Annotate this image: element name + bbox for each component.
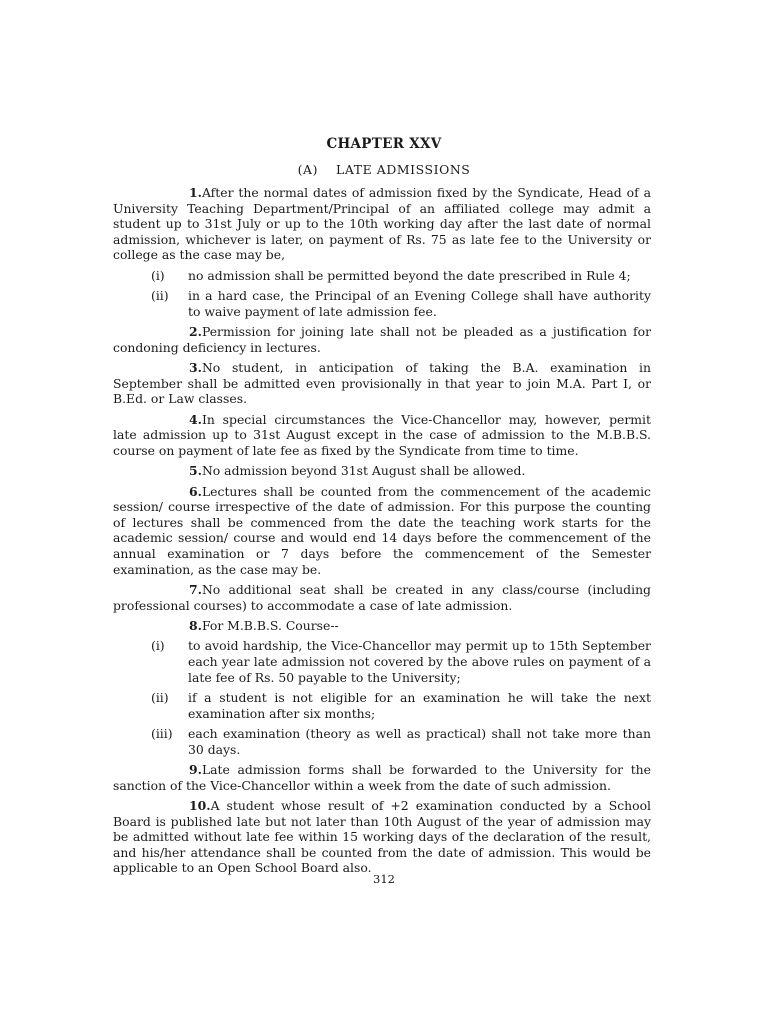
subitem-number: (ii) bbox=[151, 288, 169, 304]
rule-number: 2. bbox=[189, 324, 202, 340]
rule-paragraph bbox=[113, 463, 651, 479]
rule-text: In special circumstances the Vice-Chancellor may, however, permit late admission up to 31st August except in the case of admission to the M.B.B.S. course on payment of late fee as fixed by the Syndicate from time to time. bbox=[113, 411, 651, 458]
rule-subitem bbox=[113, 288, 651, 319]
rule-paragraph bbox=[113, 582, 651, 613]
rule-paragraph bbox=[113, 360, 651, 407]
rule-paragraph bbox=[113, 324, 651, 355]
subitem-number: (i) bbox=[151, 267, 165, 283]
rules-body bbox=[113, 185, 651, 881]
subitem-number: (iii) bbox=[151, 725, 173, 741]
chapter-title: CHAPTER XXV bbox=[326, 136, 442, 152]
rule-text: After the normal dates of admission fixed by the Syndicate, Head of a University Teaching Department/Principal of an affiliated college may admit a student up to 31st July or up to the 10th working day after the last date of normal admission, whichever is later, on payment of Rs. 75 as late fee to the University or college as the case may be, bbox=[113, 185, 651, 263]
rule-text: No admission beyond 31st August shall be allowed. bbox=[201, 463, 526, 479]
subitem-text: each examination (theory as well as practical) shall not take more than 30 days. bbox=[188, 725, 651, 757]
rule-number: 1. bbox=[189, 185, 202, 200]
rule-text: No additional seat shall be created in any class/course (including professional courses) to accommodate a case of late admission. bbox=[113, 582, 651, 613]
rule-text: Late admission forms shall be forwarded to the University for the sanction of the Vice-Chancellor within a week from the date of such admission. bbox=[113, 761, 651, 793]
rule-number: 8. bbox=[189, 618, 202, 634]
section-label: (A) bbox=[297, 162, 319, 177]
rule-paragraph bbox=[113, 798, 651, 876]
subitem-number: (ii) bbox=[151, 689, 169, 705]
subitem-text: if a student is not eligible for an examination he will take the next examination after six months; bbox=[188, 689, 651, 721]
section-title: LATE ADMISSIONS bbox=[336, 162, 471, 177]
rule-paragraph bbox=[113, 618, 651, 634]
subitem-text: no admission shall be permitted beyond the date prescribed in Rule 4; bbox=[188, 267, 631, 283]
subitem-text: in a hard case, the Principal of an Evening College shall have authority to waive payment of late admission fee. bbox=[188, 288, 651, 319]
rule-number: 9. bbox=[189, 761, 202, 777]
rule-number: 5. bbox=[189, 463, 202, 479]
rule-text: No student, in anticipation of taking the B.A. examination in September shall be admitted even provisionally in that year to join M.A. Part I, or B.Ed. or Law classes. bbox=[113, 360, 651, 407]
rule-text: Permission for joining late shall not be pleaded as a justification for condoning deficiency in lectures. bbox=[113, 324, 651, 355]
rule-text: Lectures shall be counted from the commencement of the academic session/ course irrespective of the date of admission. For this purpose the counting of lectures shall be commenced from the date the teaching work starts for the academic session/ course and would end 14 days before the commencement of the annual examination or 7 days before the commencement of the Semester examination, as the case may be. bbox=[113, 483, 651, 577]
rule-number: 7. bbox=[189, 582, 202, 598]
rule-subitem bbox=[113, 268, 651, 284]
page-number: 312 bbox=[373, 872, 395, 886]
section-heading bbox=[0, 162, 768, 178]
rule-number: 6. bbox=[189, 483, 202, 499]
rule-subitem bbox=[113, 638, 651, 685]
rule-paragraph bbox=[113, 185, 651, 263]
rule-subitem bbox=[113, 690, 651, 721]
rule-subitem bbox=[113, 726, 651, 757]
rule-number: 4. bbox=[189, 411, 202, 427]
subitem-number: (i) bbox=[151, 638, 165, 654]
rule-text: A student whose result of +2 examination conducted by a School Board is published late but not later than 10th August of the year of admission may be admitted without late fee within 15 working days of the declaration of the result, and his/her attendance shall be counted from the date of admission. This would be applicable to an Open School Board also. bbox=[113, 797, 651, 876]
subitem-text: to avoid hardship, the Vice-Chancellor may permit up to 15th September each year late admission not covered by the above rules on payment of a late fee of Rs. 50 payable to the University; bbox=[188, 638, 651, 685]
rule-number: 10. bbox=[189, 797, 211, 813]
rule-paragraph bbox=[113, 412, 651, 459]
rule-paragraph bbox=[113, 762, 651, 793]
rule-text: For M.B.B.S. Course-- bbox=[201, 618, 339, 634]
rule-paragraph bbox=[113, 484, 651, 578]
rule-number: 3. bbox=[189, 360, 202, 376]
